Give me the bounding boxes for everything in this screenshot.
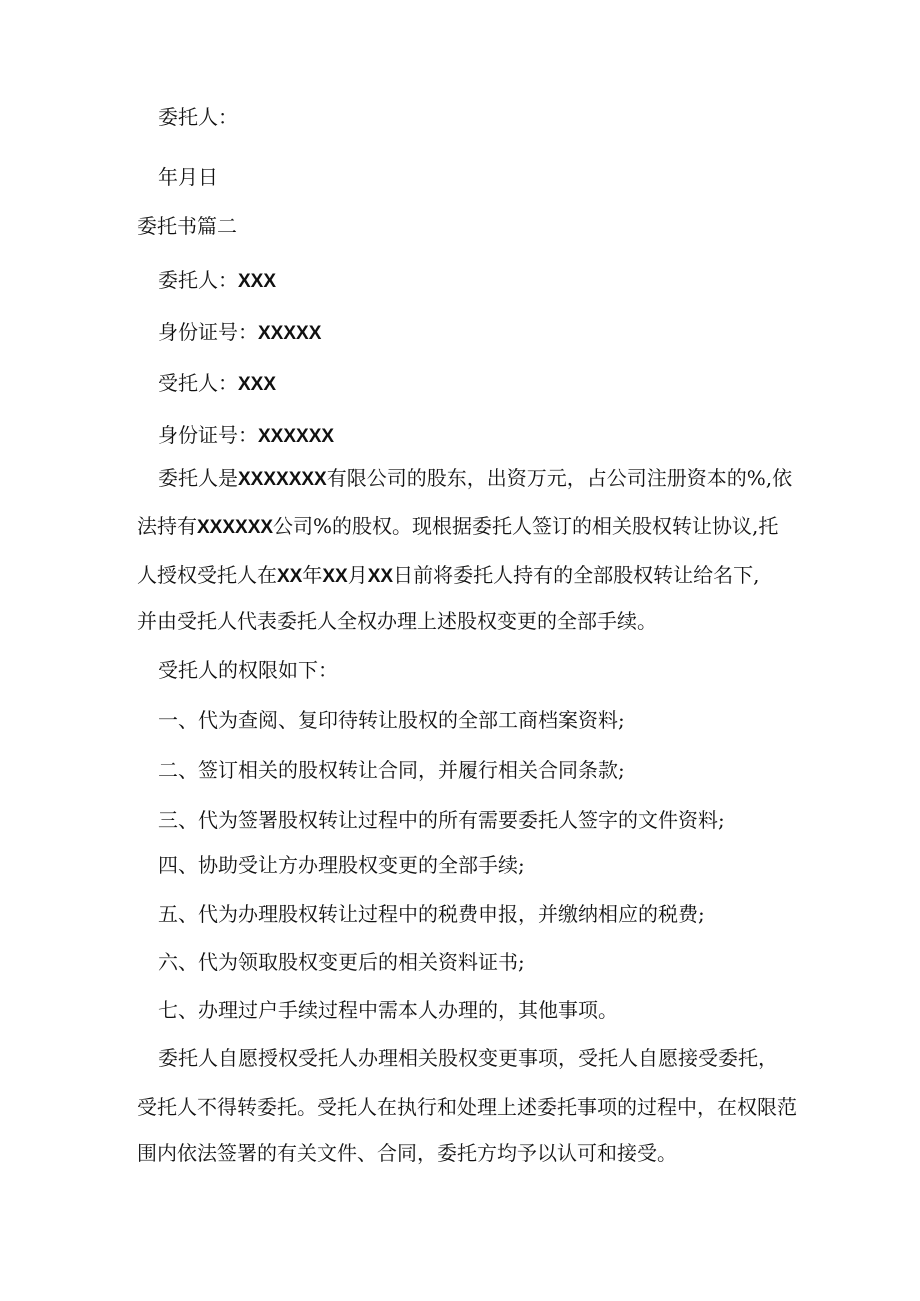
power-item-4: 四、协助受让方办理股权变更的全部手续; xyxy=(158,853,525,877)
body-text: 法持有 xyxy=(137,514,197,538)
agent-id-label: 身份证号： xyxy=(158,423,258,447)
body-text: 有限公司的股东，出资万元，占公司注册资本的%,依 xyxy=(326,466,793,490)
power-item-5: 五、代为办理股权转让过程中的税费申报，并缴纳相应的税费; xyxy=(158,902,705,926)
body-text: 公司%的股权。现根据委托人签订的相关股权转让协议,托 xyxy=(273,514,779,538)
power-item-7: 七、办理过户手续过程中需本人办理的，其他事项。 xyxy=(158,998,618,1022)
closing-line-1: 委托人自愿授权受托人办理相关股权变更事项，受托人自愿接受委托， xyxy=(158,1046,778,1070)
principal-name: XXX xyxy=(238,271,277,292)
powers-heading: 受托人的权限如下： xyxy=(158,658,338,682)
year-placeholder: XX xyxy=(277,566,303,587)
body-paragraph-line-2 xyxy=(137,512,778,542)
body-text: 人授权受托人在 xyxy=(137,563,277,587)
agent-id: XXXXXX xyxy=(258,426,335,447)
body-text: 委托人是 xyxy=(158,466,238,490)
body-paragraph-line-4: 并由受托人代表委托人全权办理上述股权变更的全部手续。 xyxy=(137,609,657,633)
principal-line xyxy=(158,266,276,296)
section-heading: 委托书篇二 xyxy=(137,214,237,238)
power-item-3: 三、代为签署股权转让过程中的所有需要委托人签字的文件资料; xyxy=(158,808,725,832)
principal-id: XXXXX xyxy=(258,323,322,344)
closing-line-3: 围内依法签署的有关文件、合同，委托方均予以认可和接受。 xyxy=(137,1141,677,1165)
closing-line-2: 受托人不得转委托。受托人在执行和处理上述委托事项的过程中，在权限范 xyxy=(137,1095,797,1119)
company-name: XXXXXXX xyxy=(238,469,327,490)
agent-id-line xyxy=(158,421,334,451)
principal-label: 委托人： xyxy=(158,268,238,292)
principal-id-line xyxy=(158,318,321,348)
power-item-1: 一、代为查阅、复印待转让股权的全部工商档案资料; xyxy=(158,708,625,732)
body-text: 日前将委托人持有的全部股权转让给名下, xyxy=(393,563,760,587)
part1-principal-line xyxy=(158,103,238,131)
company-name: XXXXXX xyxy=(197,517,274,538)
agent-name: XXX xyxy=(238,374,277,395)
part1-date-line: 年月日 xyxy=(158,165,218,189)
power-item-6: 六、代为领取股权变更后的相关资料证书; xyxy=(158,950,525,974)
day-placeholder: XX xyxy=(367,566,394,587)
agent-label: 受托人： xyxy=(158,371,238,395)
power-item-2: 二、签订相关的股权转让合同，并履行相关合同条款; xyxy=(158,758,625,782)
body-paragraph-line-3 xyxy=(137,561,759,591)
agent-line xyxy=(158,369,276,399)
month-placeholder: XX xyxy=(322,566,348,587)
principal-id-label: 身份证号： xyxy=(158,320,258,344)
body-text: 月 xyxy=(347,563,368,587)
body-paragraph-line-1 xyxy=(158,464,792,494)
principal-label: 委托人： xyxy=(158,105,238,129)
body-text: 年 xyxy=(302,563,323,587)
